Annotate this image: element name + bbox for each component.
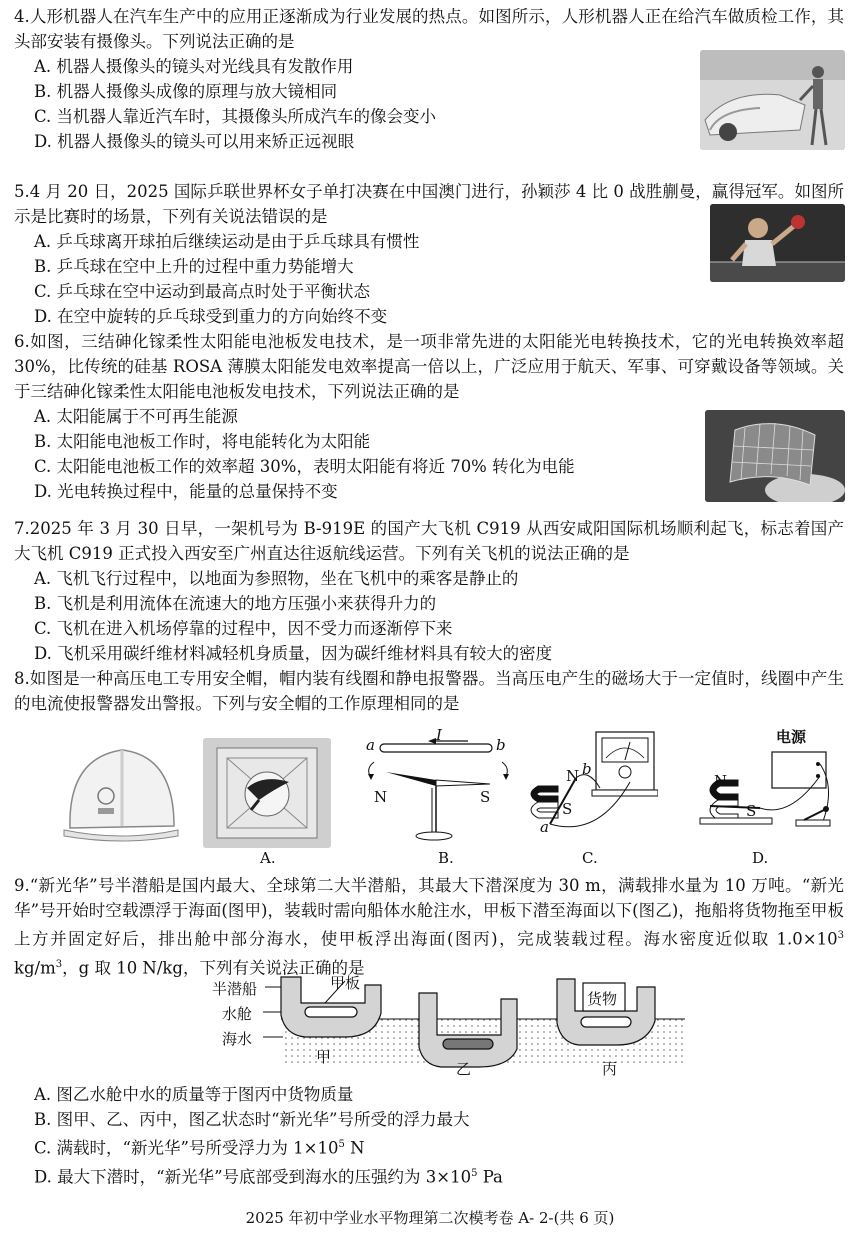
option-c-label-s: S <box>562 800 573 818</box>
question-6-option-a: A. 太阳能属于不可再生能源 <box>34 407 238 426</box>
question-4-stem: 4.人形机器人在汽车生产中的应用正逐渐成为行业发展的热点。如图所示，人形机器人正在给汽车做质检工作，其头部安装有摄像头。下列说法正确的是 <box>14 7 844 51</box>
question-6-option-d: D. 光电转换过程中，能量的总量保持不变 <box>34 482 338 501</box>
question-7-option-b: B. 飞机是利用流体在流速大的地方压强小来获得升力的 <box>34 594 437 613</box>
question-8 <box>14 666 844 716</box>
question-9-option-d: D. 最大下潜时，“新光华”号底部受到海水的压强约为 $3\times 10^5$ Pa <box>34 1167 503 1186</box>
question-7-stem: 7.2025 年 3 月 30 日早，一架机号为 B-919E 的国产大飞机 C919 从西安咸阳国际机场顺利起飞，标志着国产大飞机 C919 正式投入西安至广州直达往返航线运营。下列有关飞机的说法正确的是 <box>14 519 844 563</box>
option-b-label-n: N <box>374 788 388 806</box>
option-c-label-a: a <box>540 818 549 836</box>
option-b-label-a: a <box>366 736 375 754</box>
question-6-stem: 6.如图，三结砷化镓柔性太阳能电池板发电技术，是一项非常先进的太阳能光电转换技术，它的光电转换效率超 30%，比传统的硅基 ROSA 薄膜太阳能发电效率提高一倍以上，广泛应用于航天、军事、可穿戴设备等领域。关于三结砷化镓柔性太阳能电池板发电技术，下列说法正确的是 <box>14 332 844 401</box>
option-b-label-s: S <box>480 788 491 806</box>
label-cargo: 货物 <box>587 990 618 1008</box>
option-a-image <box>203 738 331 848</box>
option-b-label-current: I <box>436 726 442 744</box>
label-water-tank: 水舱 <box>222 1005 253 1023</box>
table-tennis-photo <box>710 204 845 282</box>
option-b-label: B. <box>438 849 454 867</box>
question-9-options <box>14 1082 844 1189</box>
label-panel-bing: 丙 <box>602 1060 618 1078</box>
question-9-option-b: B. 图甲、乙、丙中，图乙状态时“新光华”号所受的浮力最大 <box>34 1110 470 1129</box>
safety-helmet-image <box>62 738 180 846</box>
question-4-option-d: D. 机器人摄像头的镜头可以用来矫正远视眼 <box>34 132 355 151</box>
question-8-stem: 8.如图是一种高压电工专用安全帽，帽内装有线圈和静电报警器。当高压电产生的磁场大于一定值时，线圈中产生的电流使报警器发出警报。下列与安全帽的工作原理相同的是 <box>14 669 844 713</box>
question-9 <box>14 873 844 980</box>
page-footer: 2025 年初中学业水平物理第二次模考卷 A- 2-(共 6 页) <box>245 1209 615 1227</box>
solar-panel-photo <box>705 410 845 502</box>
option-d-diagram <box>680 728 840 850</box>
question-5-stem: 5.4 月 20 日，2025 国际乒联世界杯女子单打决赛在中国澳门进行，孙颖莎 4 比 0 战胜蒯曼，赢得冠军。如图所示是比赛时的场景，下列有关说法错误的是 <box>14 182 844 226</box>
question-9-option-c: C. 满载时，“新光华”号所受浮力为 $1\times 10^5$ N <box>34 1138 365 1158</box>
question-5-option-c: C. 乒乓球在空中运动到最高点时处于平衡状态 <box>34 282 371 301</box>
question-6-option-c: C. 太阳能电池板工作的效率超 30%，表明太阳能有将近 70% 转化为电能 <box>34 457 575 476</box>
label-semi-submersible: 半潜船 <box>212 980 258 998</box>
option-d-label-power: 电源 <box>776 728 807 746</box>
question-4-option-a: A. 机器人摄像头的镜头对光线具有发散作用 <box>34 57 354 76</box>
option-d-label-s: S <box>746 802 757 820</box>
option-b-label-b: b <box>496 736 506 754</box>
question-4-option-c: C. 当机器人靠近汽车时，其摄像头所成汽车的像会变小 <box>34 107 437 126</box>
option-c-label: C. <box>582 849 598 867</box>
question-7 <box>14 516 844 666</box>
option-a-label: A. <box>260 849 276 867</box>
option-c-label-b: b <box>582 760 592 778</box>
option-c-diagram <box>518 728 658 850</box>
question-7-option-c: C. 飞机在进入机场停靠的过程中，因不受力而逐渐停下来 <box>34 619 453 638</box>
option-c-label-n: N <box>566 767 580 785</box>
label-deck: 甲板 <box>330 974 361 992</box>
question-7-option-a: A. 飞机飞行过程中，以地面为参照物，坐在飞机中的乘客是静止的 <box>34 569 519 588</box>
question-5-option-b: B. 乒乓球在空中上升的过程中重力势能增大 <box>34 257 354 276</box>
label-panel-jia: 甲 <box>316 1048 332 1066</box>
option-d-label: D. <box>752 849 769 867</box>
label-sea-water: 海水 <box>222 1030 253 1048</box>
question-4-option-b: B. 机器人摄像头成像的原理与放大镜相同 <box>34 82 338 101</box>
label-panel-yi: 乙 <box>456 1060 472 1078</box>
question-6-option-b: B. 太阳能电池板工作时，将电能转化为太阳能 <box>34 432 371 451</box>
robot-inspection-photo <box>700 50 845 150</box>
question-5-option-d: D. 在空中旋转的乒乓球受到重力的方向始终不变 <box>34 307 388 326</box>
question-9-option-a: A. 图乙水舱中水的质量等于图丙中货物质量 <box>34 1085 354 1104</box>
question-9-stem: 9.“新光华”号半潜船是国内最大、全球第二大半潜船，其最大下潜深度为 30 m，满载排水量为 10 万吨。“新光华”号开始时空载漂浮于海面(图甲)，装载时需向船体水舱注水，甲板下潜至海面以下(图乙)，拖船将货物拖至甲板上方并固定好后，排出舱中部分海水，使甲板浮出海面(图丙)，完成装载过程。海水密度近似取 $1.0\times 10^3$ $kg/m^3$，g 取 10 N/kg，下列有关说法正确的是 <box>14 876 844 977</box>
question-5-option-a: A. 乒乓球离开球拍后继续运动是由于乒乓球具有惯性 <box>34 232 420 251</box>
option-d-label-n: N <box>714 772 728 790</box>
question-7-option-d: D. 飞机采用碳纤维材料减轻机身质量，因为碳纤维材料具有较大的密度 <box>34 644 553 663</box>
